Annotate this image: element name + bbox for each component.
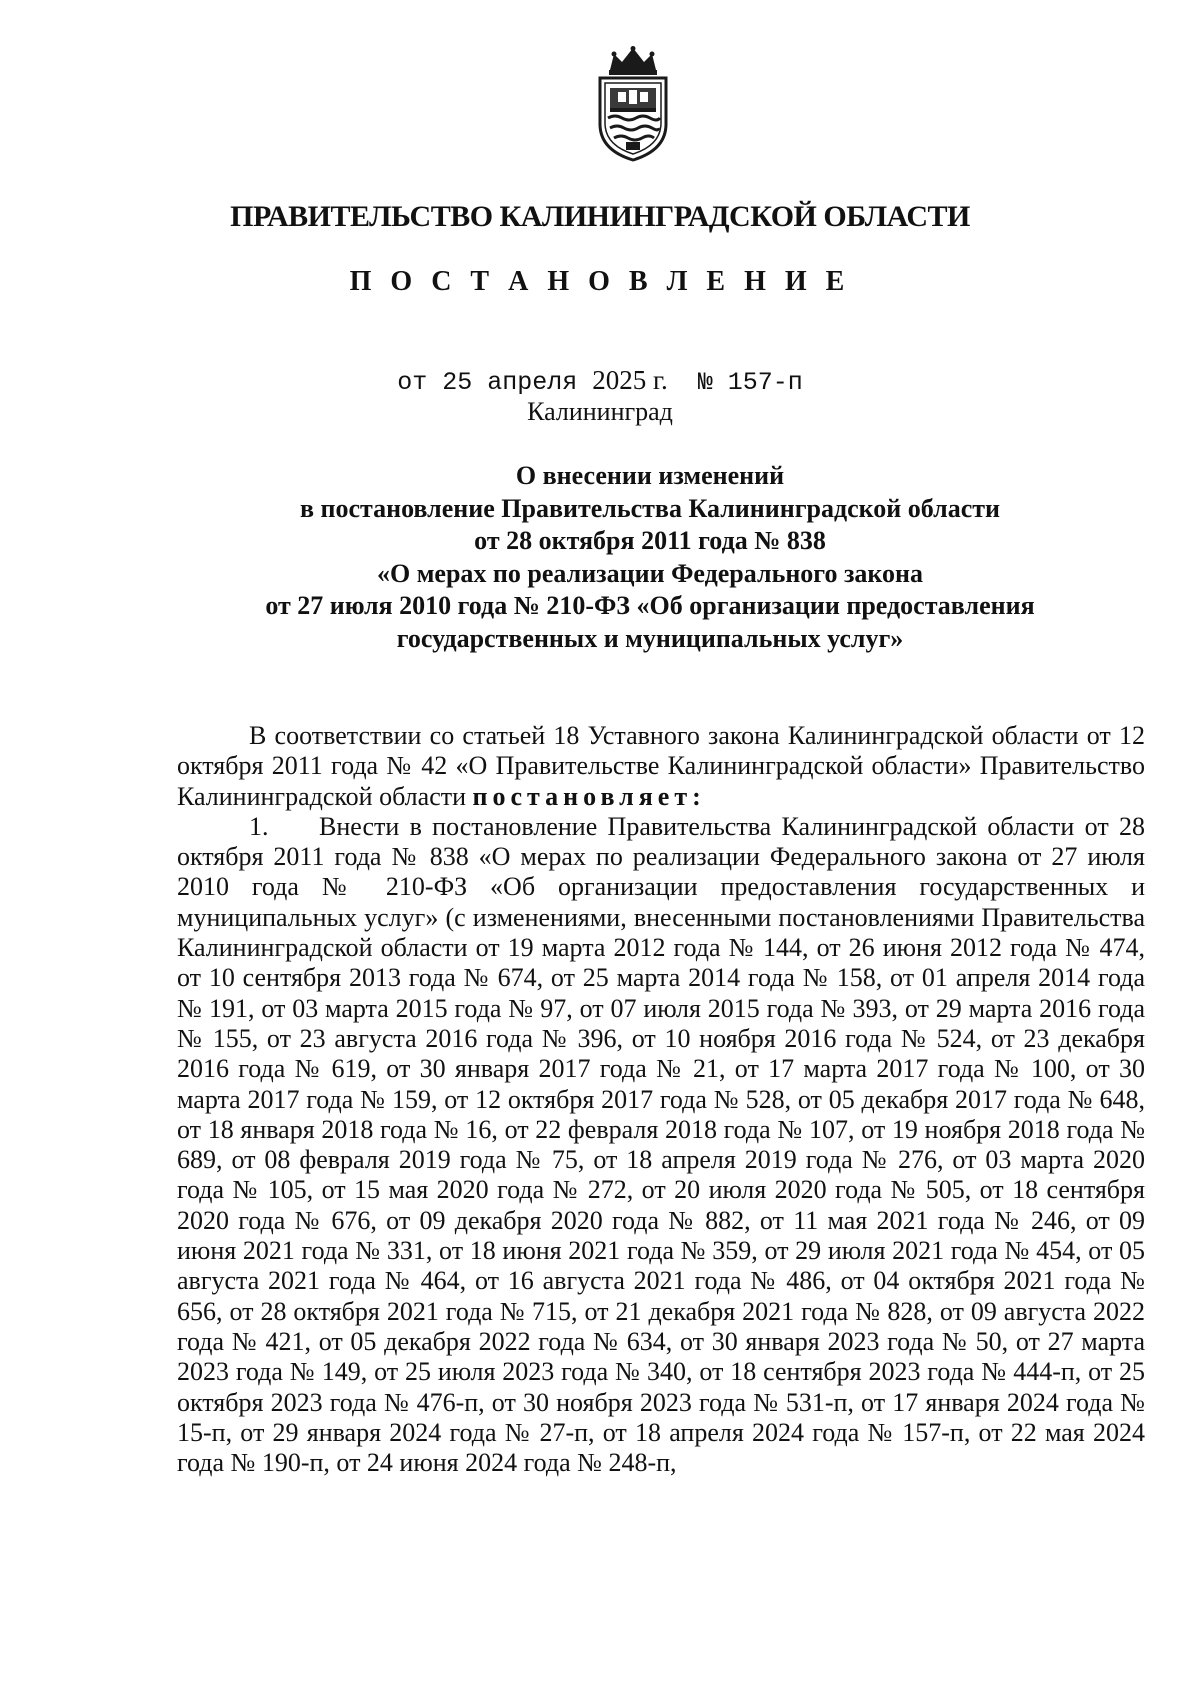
document-number: № 157-п — [697, 368, 803, 397]
subject-line: государственных и муниципальных услуг» — [396, 623, 904, 653]
preamble-text: В соответствии со статьей 18 Уставного закона Калининградской области от 12 октября 2011 года № 42 «О Правительстве Калининградской области» Правительство Калининградской области — [177, 721, 1145, 811]
preamble-paragraph — [177, 721, 1145, 812]
item-1-paragraph — [177, 812, 1145, 1479]
item-1-number: 1. — [249, 811, 269, 841]
subject-line: от 27 июля 2010 года № 210-ФЗ «Об организации предоставления — [265, 591, 1035, 620]
coat-of-arms-icon — [588, 46, 678, 162]
subject-line: «О мерах по реализации Федерального закона — [376, 558, 924, 588]
document-date: от 25 апреля — [397, 368, 593, 397]
decree-word: постановляет: — [472, 781, 706, 811]
subject-line: от 28 октября 2011 года № 838 — [474, 526, 826, 555]
document-date-line — [0, 365, 1200, 397]
organization-name: ПРАВИТЕЛЬСТВО КАЛИНИНГРАДСКОЙ ОБЛАСТИ — [230, 200, 970, 233]
document-type-title: П О С Т А Н О В Л Е Н И Е — [349, 266, 851, 297]
document-city: Калининград — [527, 397, 673, 426]
subject-line: О внесении изменений — [515, 461, 785, 490]
subject-line: в постановление Правительства Калининградской области — [299, 493, 1001, 523]
document-body — [177, 721, 1145, 1478]
item-1-text: Внести в постановление Правительства Калининградской области от 28 октября 2011 года № 838 «О мерах по реализации Федерального закона от 27 июля 2010 года № 210-ФЗ «Об организации предоставления государственных и муниципальных услуг» (с изменениями, внесенными постановлениями Правительства Калининградской области от 19 марта 2012 года № 144, от 26 июня 2012 года № 474, от 10 сентября 2013 года № 674, от 25 марта 2014 года № 158, от 01 апреля 2014 года № 191, от 03 марта 2015 года № 97, от 07 июля 2015 года № 393, от 29 марта 2016 года № 155, от 23 августа 2016 года № 396, от 10 ноября 2016 года № 524, от 23 декабря 2016 года № 619, от 30 января 2017 года № 21, от 17 марта 2017 года № 100, от 30 марта 2017 года № 159, от 12 октября 2017 года № 528, от 05 декабря 2017 года № 648, от 18 января 2018 года № 16, от 22 февраля 2018 года № 107, от 19 ноября 2018 года № 689, от 08 февраля 2019 года № 75, от 18 апреля 2019 года № 276, от 03 марта 2020 года № 105, от 15 мая 2020 года № 272, от 20 июля 2020 года № 505, от 18 сентября 2020 года № 676, от 09 декабря 2020 года № 882, от 11 мая 2021 года № 246, от 09 июня 2021 года № 331, от 18 июня 2021 года № 359, от 29 июля 2021 года № 454, от 05 августа 2021 года № 464, от 16 августа 2021 года № 486, от 04 октября 2021 года № 656, от 28 октября 2021 года № 715, от 21 декабря 2021 года № 828, от 09 августа 2022 года № 421, от 05 декабря 2022 года № 634, от 30 января 2023 года № 50, от 27 марта 2023 года № 149, от 25 июля 2023 года № 340, от 18 сентября 2023 года № 444-п, от 25 октября 2023 года № 476-п, от 30 ноября 2023 года № 531-п, от 17 января 2024 года № 15-п, от 29 января 2024 года № 27-п, от 18 апреля 2024 года № 157-п, от 22 мая 2024 года № 190-п, от 24 июня 2024 года № 248-п, — [177, 811, 1145, 1478]
document-year: 2025 г. — [592, 365, 668, 395]
document-subject — [220, 460, 1080, 655]
